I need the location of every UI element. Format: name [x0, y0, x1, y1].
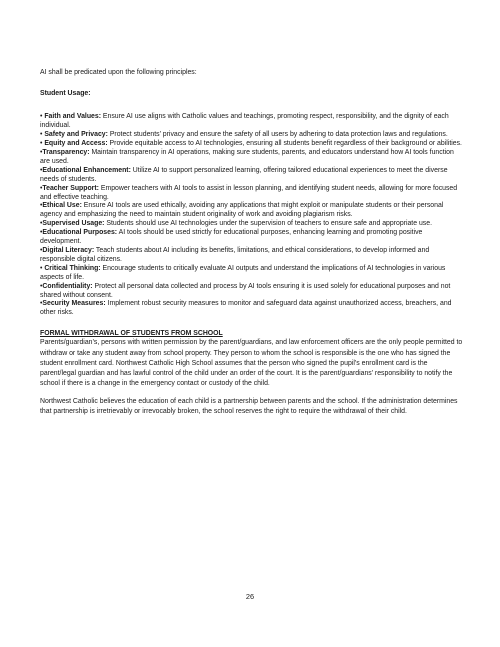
principle-item — [40, 140, 464, 149]
principle-term: Critical Thinking: — [44, 264, 101, 272]
page-number: 26 — [245, 592, 255, 601]
principle-item — [40, 247, 464, 265]
principle-text: Implement robust security measures to monitor and safeguard data against unauthorized access, breachers, and other risks. — [40, 300, 452, 317]
principle-item — [40, 220, 464, 229]
bullet: • — [40, 282, 43, 290]
principle-text: AI tools should be used strictly for educational purposes, enhancing learning and promoting positive development. — [40, 229, 423, 246]
bullet: • — [40, 264, 45, 272]
principle-text: Protect all personal data collected and process by AI tools ensuring it is used solely for educational purposes and not shared without consent. — [40, 282, 451, 299]
bullet: • — [40, 229, 43, 237]
principle-term: Equity and Access: — [44, 140, 108, 148]
bullet: • — [40, 166, 43, 174]
principle-term: Faith and Values: — [44, 113, 101, 121]
principle-term: Transparency: — [42, 149, 90, 157]
withdrawal-paragraph: Northwest Catholic believes the education of each child is a partnership between parents and the school. If the administration determines that partnership is irretrievably or irrevocably broken, the school reserves the right to require the withdrawal of their child. — [40, 397, 458, 416]
principle-term: Educational Enhancement: — [42, 166, 131, 174]
principle-text: Protect students’ privacy and ensure the safety of all users by adhering to data protection laws and regulations. — [107, 131, 448, 139]
principle-text: Teach students about AI including its benefits, limitations, and ethical considerations, to develop informed and responsible digital citizens. — [40, 247, 430, 263]
principle-text: Ensure AI use aligns with Catholic values and teachings, promoting respect, responsibility, and the dignity of each individual. — [40, 113, 449, 130]
principle-item — [40, 300, 464, 318]
document-page — [40, 68, 464, 417]
principle-item — [40, 185, 464, 203]
bullet: • — [40, 300, 43, 308]
bullet: • — [40, 149, 43, 157]
principle-item — [40, 167, 464, 185]
principle-text: Encourage students to critically evaluate AI outputs and understand the implications of AI technologies in various aspects of life. — [40, 264, 446, 281]
bullet: • — [40, 184, 43, 192]
principle-item — [40, 229, 464, 247]
principle-text: Empower teachers with AI tools to assist in lesson planning, and identifying student needs, allowing for more focused and effective teaching. — [40, 184, 458, 201]
bullet: • — [40, 247, 43, 254]
principle-text: Ensure AI tools are used ethically, avoiding any applications that might exploit or manipulate students or their personal agency and emphasizing the need to maintain student originality of work and avoiding plagiarism risks. — [40, 202, 444, 219]
principle-term: Safety and Privacy: — [44, 131, 108, 139]
principle-text: Utilize AI to support personalized learning, offering tailored educational experiences to meet the diverse needs of students. — [40, 166, 448, 183]
principle-text: Maintain transparency in AI operations, making sure students, parents, and educators understand how AI tools function are used. — [40, 149, 454, 165]
principle-term: Supervised Usage: — [42, 220, 105, 228]
principle-item — [40, 265, 464, 283]
principle-item — [40, 149, 464, 167]
bullet: • — [40, 220, 43, 228]
principle-term: Confidentiality: — [42, 282, 93, 290]
withdrawal-paragraph: Parents/guardian’s, persons with written permission by the parent/guardians, and law enforcement officers are the only people permitted to withdraw or take any student away from school property. They person to whom the school is responsible is the one who has signed the student enrollment card. Northwest Catholic High School assumes that the person who signed the pupil’s enrollment card is the parent/legal guardian and has lawful control of the child under an order of the court. It is the parent/guardians’ responsibility to notify the school if there is a change in the emergency contact or custody of the child. — [40, 339, 463, 387]
principle-item — [40, 283, 464, 301]
principle-text: Students should use AI technologies under the supervision of teachers to ensure safe and appropriate use. — [104, 220, 432, 228]
principle-term: Teacher Support: — [42, 184, 99, 192]
principle-term: Educational Purposes: — [42, 229, 118, 237]
bullet: • — [40, 113, 45, 121]
principle-item — [40, 202, 464, 220]
bullet: • — [40, 131, 45, 139]
principle-term: Digital Literacy: — [42, 247, 95, 254]
principles-list — [40, 113, 464, 318]
bullet: • — [40, 202, 43, 210]
principle-text: Provide equitable access to AI technologies, ensuring all students benefit regardless of their background or abilities. — [107, 140, 462, 148]
principle-item — [40, 113, 464, 131]
student-usage-heading: Student Usage: — [40, 90, 91, 98]
principle-item — [40, 131, 464, 140]
withdrawal-heading: FORMAL WITHDRAWAL OF STUDENTS FROM SCHOOL — [40, 330, 223, 338]
intro-text: AI shall be predicated upon the following principles: — [40, 69, 197, 76]
principle-term: Ethical Use: — [42, 202, 82, 210]
principle-term: Security Measures: — [42, 300, 106, 308]
bullet: • — [40, 140, 45, 148]
